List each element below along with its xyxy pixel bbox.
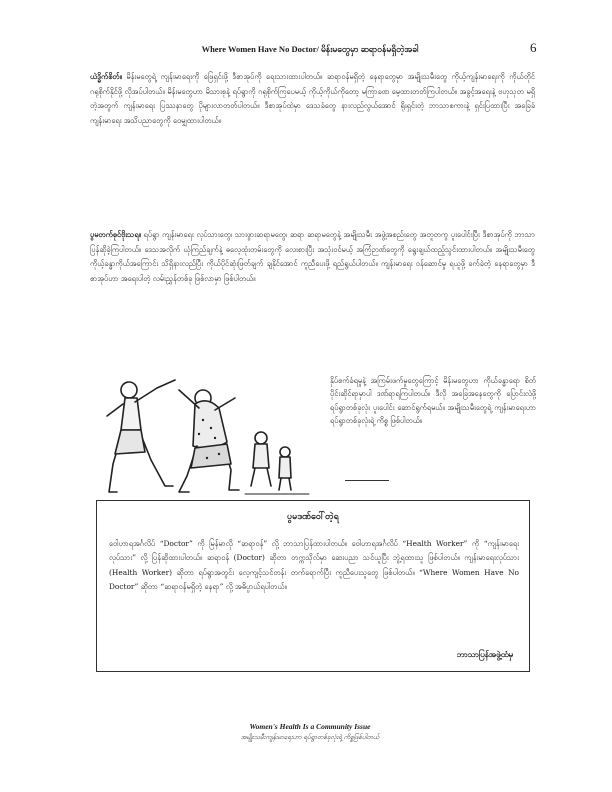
running-header: Where Women Have No Doctor/ မိန်းမတွေမှာ ဆရာဝန်မရှိတဲ့အခါ [201,44,419,54]
illustration-caption-paragraph: နှိပ်စက်ခံရမှုနဲ့ အကြမ်းဖက်မှုတွေကြောင့် မိန်းမတွေဟာ ကိုယ်ခန္ဓာရော စိတ်ပိုင်းဆိုင်ရာမှာပါ ဒဏ်ရာရကြပါတယ်။ ဒီလို အခြေအနေတွေကို ပြောင်းလဲဖို့ ရပ်ရွာတစ်ခုလုံး ပူးပေါင်း ဆောင်ရွက်ရမယ်။ အမျိုးသမီးတွေရဲ့ ကျန်းမာရေးဟာ ရပ်ရွာတစ်ခုလုံးရဲ့ ကိစ္စ ဖြစ်ပါတယ်။ [330,376,536,426]
page-number: 6 [530,40,537,55]
page-footer [90,722,530,743]
paragraph-2-lead: ပွမတက်စုင်ဗိုးသရ။ [90,230,141,239]
translation-note-box [96,500,530,672]
short-divider [345,480,389,481]
box-signature: ဘာသာပြန်အဖွဲ့ထံမှ [456,649,513,659]
footer-subtitle: အမျိုးသမီးကျန်းမာရေးဟာ ရပ်ရွာတစ်ခုလုံးရဲ့ ကိစ္စဖြစ်ပါတယ် [240,733,380,741]
box-title: ပွမဒဏ်ဝေါ်တဲ့ရ [287,512,339,522]
paragraph-1-text: မိန်းမတွေရဲ့ ကျန်းမာရေးကို ဖြေရှင်းဖို့ ဒီစာအုပ်ကို ရေးသားထားပါတယ်။ ဆရာဝန်မရှိတဲ့ နေရာတွေမှာ အမျိုးသမီးတွေ ကိုယ့်ကျန်းမာရေးကို ကိုယ်တိုင် ဂရုစိုက်နိုင်ဖို့ လိုအပ်ပါတယ်။ မိန်းမတွေဟာ မိသားစုနဲ့ ရပ်ရွာကို ဂရုစိုက်ကြပေမယ့် ကိုယ့်ကိုယ်ကိုတော့ မကြာခဏ မေ့ထားတတ်ကြပါတယ်။ အခွင့်အရေးနဲ့ ဗဟုသုတ မရှိတဲ့အတွက် ကျန်းမာရေး ပြဿနာတွေ ပိုများလာတတ်ပါတယ်။ ဒီစာအုပ်ထဲမှာ ဒေသခံတွေ နားလည်လွယ်အောင် ရိုးရှင်းတဲ့ ဘာသာစကားနဲ့ ရှင်းပြထားပြီး အခြေခံ ကျန်းမာရေး အသိပညာတွေကို ဝေမျှထားပါတယ်။ [90,72,535,125]
paragraph-2 [90,228,535,370]
violence-illustration [95,368,317,498]
box-body: ဝေါဟာရအင်္ဂလိပ် “Doctor” ကို မြန်မာလို “ဆရာဝန်” လို့ ဘာသာပြန်ထားပါတယ်။ ဝေါဟာရအင်္ဂလိပ် “Health Worker” ကို “ကျန်းမာရေးလုပ်သား” လို့ ပြန်ဆိုထားပါတယ်။ ဆရာဝန် (Doctor) ဆိုတာ တက္ကသိုလ်မှာ ဆေးပညာ သင်ယူပြီး ဘွဲ့ရထားသူ ဖြစ်ပါတယ်။ ကျန်းမာရေးလုပ်သား (Health Worker) ဆိုတာ ရပ်ရွာအတွင်း လေ့ကျင့်သင်တန်း တက်ရောက်ပြီး ကူညီပေးသူတွေ ဖြစ်ပါတယ်။ “Where Women Have No Doctor” ဆိုတာ “ဆရာဝန်မရှိတဲ့ နေရာ” လို့ အဓိပ္ပာယ်ရပါတယ်။ [109,539,519,592]
paragraph-1 [90,70,535,220]
footer-title: Women's Health Is a Community Issue [249,722,371,731]
paragraph-1-lead: ယဲဒ္ဓိက်စိတ်။ [90,72,122,81]
paragraph-2-text: ရပ်ရွာ ကျန်းမာရေး လုပ်သားတွေ၊ သားဖွားဆရာမတွေ၊ ဆရာ ဆရာမတွေနဲ့ အမျိုးသမီး အဖွဲ့အစည်းတွေ အတူတကွ ပူးပေါင်းပြီး ဒီစာအုပ်ကို ဘာသာပြန်ဆိုခဲ့ကြပါတယ်။ ဒေသအလိုက် ယုံကြည်ချက်နဲ့ ဓလေ့ထုံးတမ်းတွေကို လေးစားပြီး အသုံးဝင်မယ့် အကြံဉာဏ်တွေကို ရွေးချယ်ထည့်သွင်းထားပါတယ်။ အမျိုးသမီးတွေ ကိုယ့်ခန္ဓာကိုယ်အကြောင်း သိရှိနားလည်ပြီး ကိုယ်ပိုင်ဆုံးဖြတ်ချက် ချနိုင်အောင် ကူညီပေးဖို့ ရည်ရွယ်ပါတယ်။ ကျန်းမာရေး ဝန်ဆောင်မှု ရယူဖို့ ခက်ခဲတဲ့ နေရာတွေမှာ ဒီစာအုပ်ဟာ အရေးပါတဲ့ လမ်းညွှန်တစ်ခု ဖြစ်လာမှာ ဖြစ်ပါတယ်။ [90,230,535,283]
